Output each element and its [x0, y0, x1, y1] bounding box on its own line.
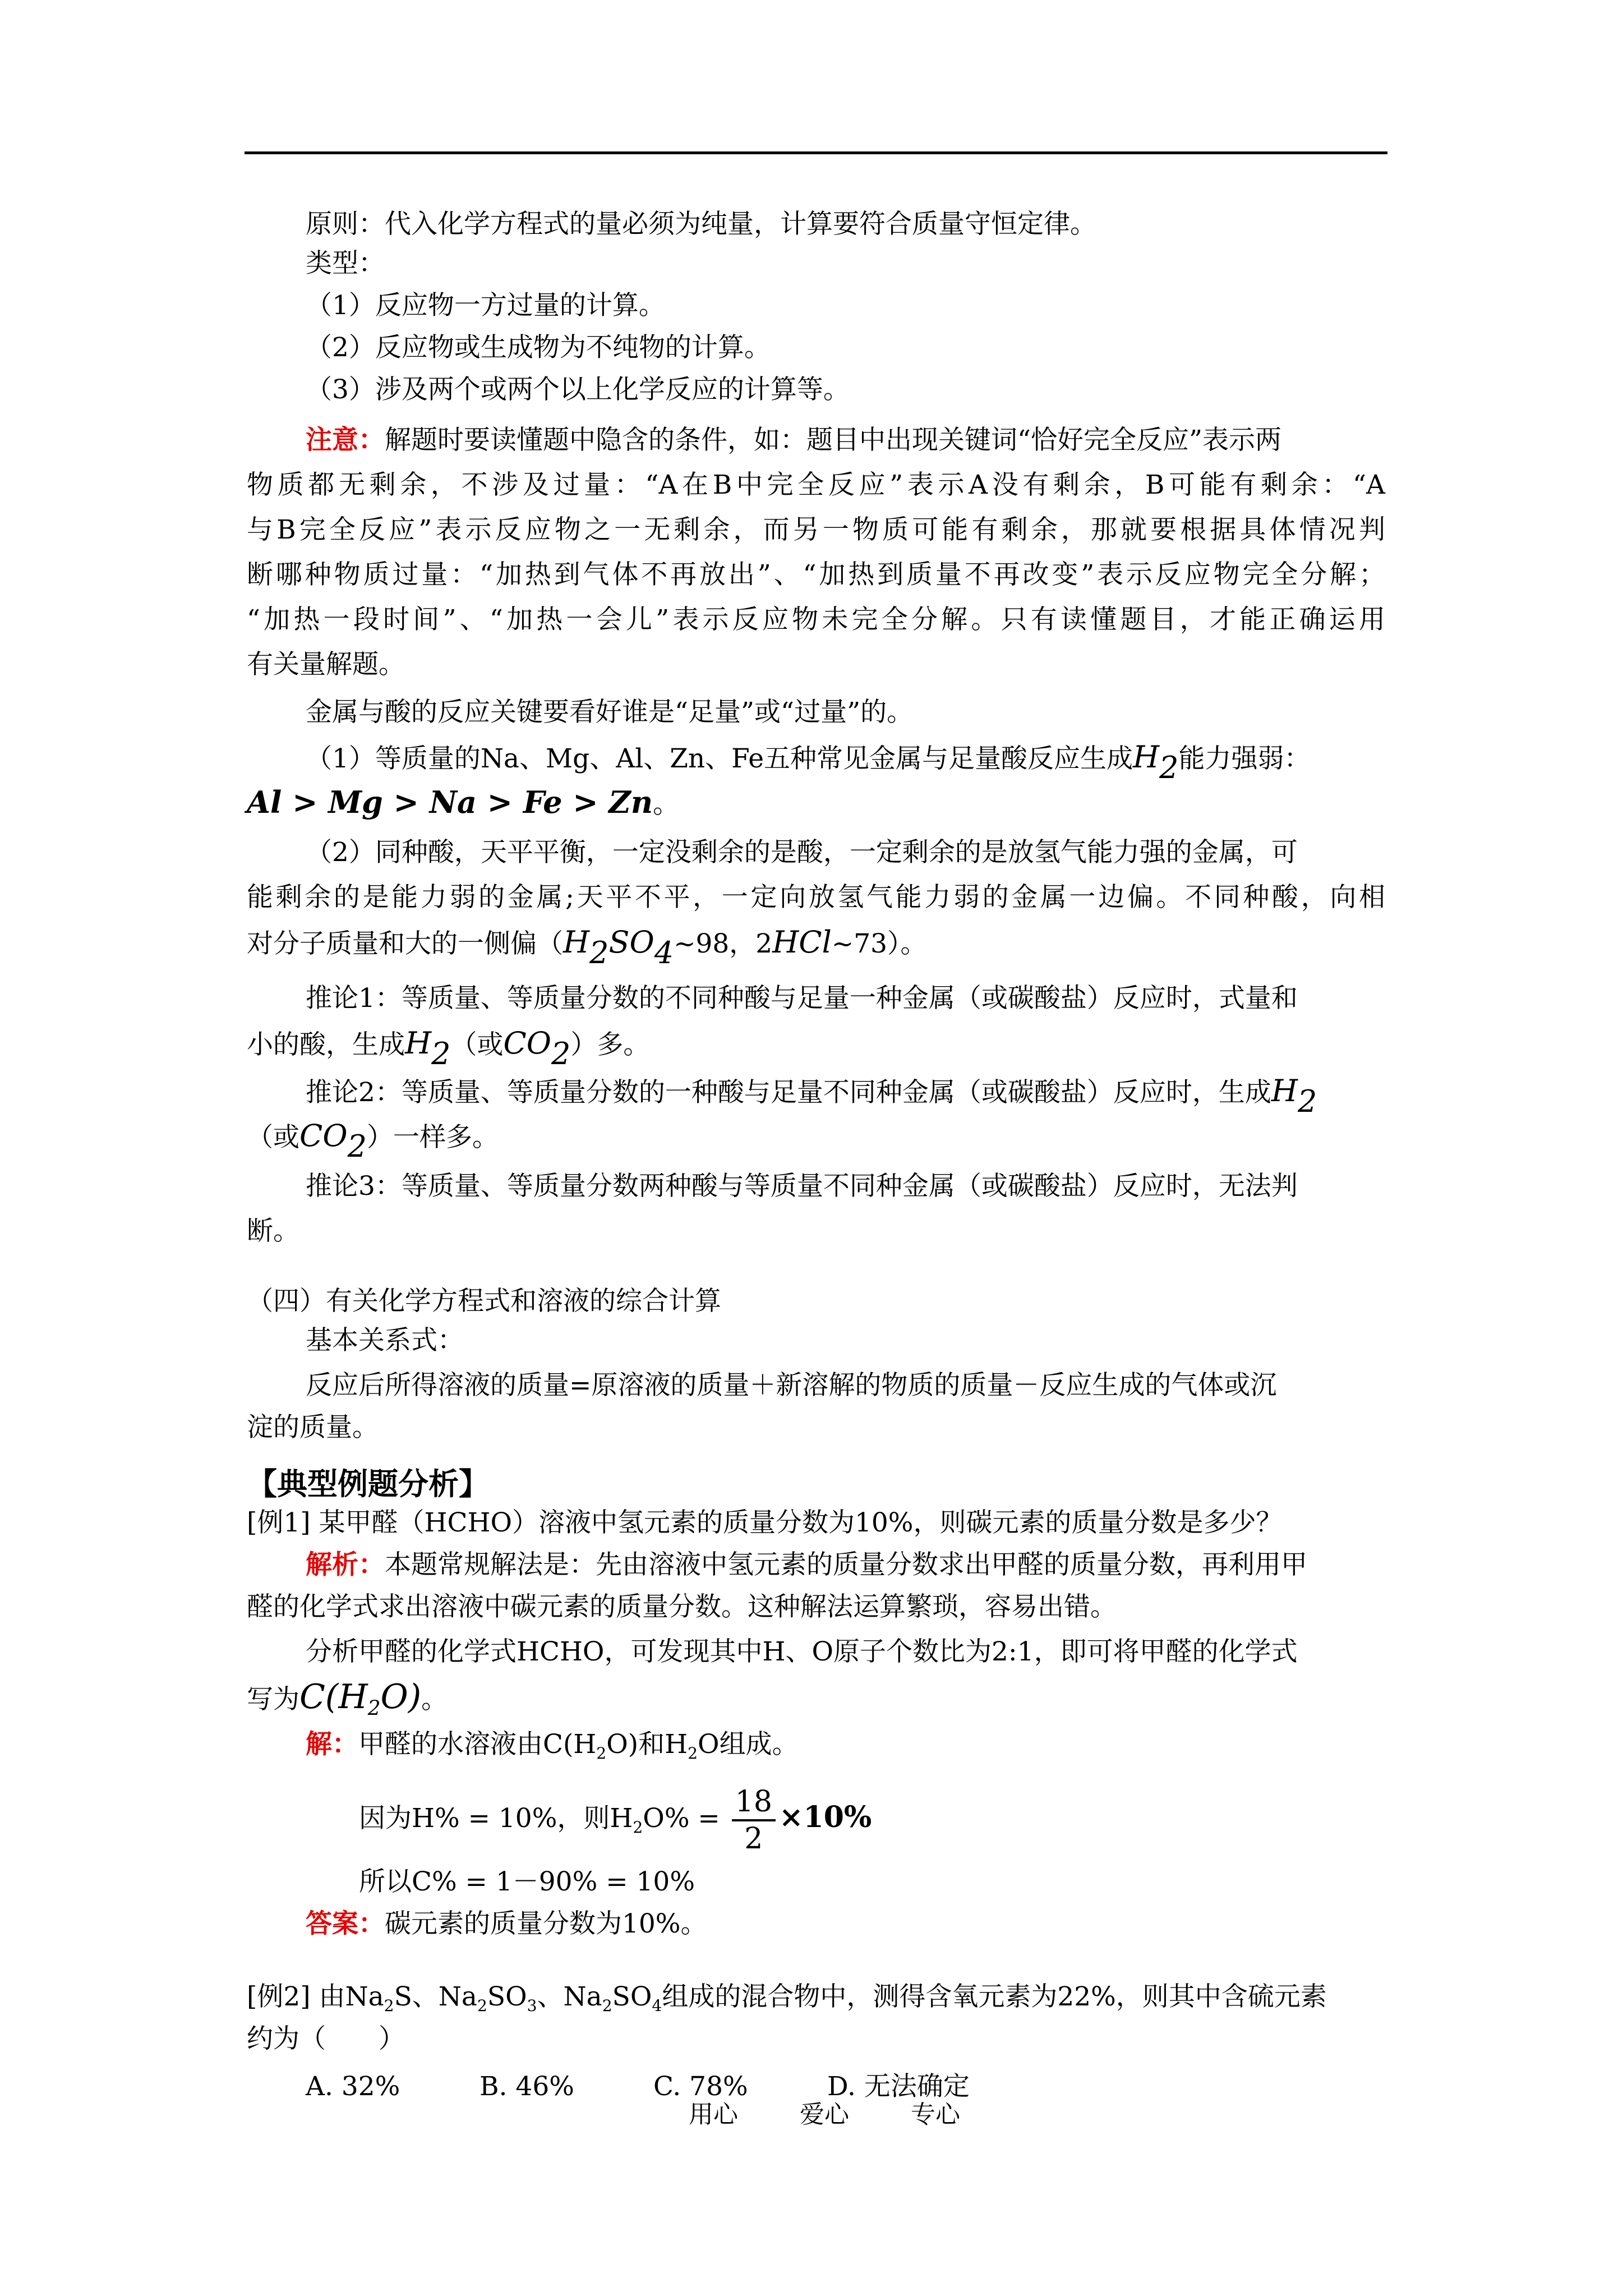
option-c: C. 78% — [653, 2071, 748, 2102]
example-2-question-line-2: 约为（ ） — [247, 2023, 405, 2054]
inference-3-line-2: 断。 — [247, 1216, 299, 1246]
inference-1-line-1: 推论1：等质量、等质量分数的不同种酸与足量一种金属（或碳酸盐）反应时，式量和 — [306, 983, 1298, 1014]
example-1-analysis-line-2: 醛的化学式求出溶液中碳元素的质量分数。这种解法运算繁琐，容易出错。 — [247, 1591, 1117, 1622]
note-line-4: 断哪种物质过量：“加热到气体不再放出”、“加热到质量不再改变”表示反应物完全分解； — [247, 559, 1385, 590]
note-line-2: 物质都无剩余，不涉及过量：“A在B中完全反应”表示A没有剩余，B可能有剩余：“A — [247, 470, 1385, 500]
option-d: D. 无法确定 — [827, 2071, 970, 2102]
metal-order-formula: Al > Mg > Na > Fe > Zn — [247, 784, 653, 820]
page-footer: 用心 爱心 专心 — [689, 2100, 960, 2129]
solution-label: 解： — [306, 1729, 358, 1760]
type-item-1: （1）反应物一方过量的计算。 — [306, 290, 665, 321]
metal-item-1: （1）等质量的Na、Mg、Al、Zn、Fe五种常见金属与足量酸反应生成$H_2$能力强弱： — [306, 739, 1311, 785]
section-heading: 【典型例题分析】 — [247, 1466, 489, 1502]
example-1-analysis-line-3: 分析甲醛的化学式HCHO，可发现其中H、O原子个数比为2:1，即可将甲醛的化学式 — [306, 1636, 1298, 1667]
answer-line: 答案：碳元素的质量分数为10%。 — [306, 1908, 707, 1939]
note-line-5: “加热一段时间”、“加热一会儿”表示反应物未完全分解。只有读懂题目，才能正确运用 — [247, 604, 1385, 635]
example-2-question-line-1: [例2] 由$Na_2S$、$Na_2SO_3$、$Na_2SO_4$组成的混合物中，测得含氧元素为22%，则其中含硫元素 — [247, 1981, 1327, 2015]
principle-line: 原则：代入化学方程式的量必须为纯量，计算要符合质量守恒定律。 — [306, 209, 1096, 240]
analysis-label: 解析： — [306, 1549, 385, 1580]
basic-relation-line-1: 反应后所得溶液的质量=原溶液的质量＋新溶解的物质的质量－反应生成的气体或沉 — [306, 1370, 1277, 1401]
metal-item-2-line-2: 能剩余的是能力弱的金属;天平不平，一定向放氢气能力弱的金属一边偏。不同种酸，向相 — [247, 882, 1385, 913]
note-line-3: 与B完全反应”表示反应物之一无剩余，而另一物质可能有剩余，那就要根据具体情况判 — [247, 514, 1385, 545]
inference-2-line-1: 推论2：等质量、等质量分数的一种酸与足量不同种金属（或碳酸盐）反应时，生成$H_2$ — [306, 1073, 1317, 1119]
inference-3-line-1: 推论3：等质量、等质量分数两种酸与等质量不同种金属（或碳酸盐）反应时，无法判 — [306, 1171, 1298, 1202]
basic-relation-label: 基本关系式： — [306, 1325, 464, 1356]
header-rule — [245, 151, 1387, 154]
section-4-title: （四）有关化学方程式和溶液的综合计算 — [247, 1286, 721, 1317]
type-item-3: （3）涉及两个或两个以上化学反应的计算等。 — [306, 374, 850, 405]
metal-item-2-line-3: 对分子质量和大的一侧偏（$H_2SO_4\sim 98$，2HCl~73）。 — [247, 924, 927, 970]
example-1-question: [例1] 某甲醛（HCHO）溶液中氢元素的质量分数为10%，则碳元素的质量分数是多少？ — [247, 1507, 1283, 1538]
inference-2-line-2: （或$CO_2$）一样多。 — [247, 1118, 499, 1164]
type-item-2: （2）反应物或生成物为不纯物的计算。 — [306, 332, 771, 363]
fraction: $\frac{18}{2}$ — [732, 1784, 776, 1856]
note-line-6: 有关量解题。 — [247, 649, 405, 680]
note-line-1: 注意：解题时要读懂题中隐含的条件，如：题目中出现关键词“恰好完全反应”表示两 — [306, 425, 1282, 455]
option-a: A. 32% — [306, 2071, 400, 2102]
example-1-analysis-line-4: 写为$C(H_2O)$。 — [247, 1677, 448, 1720]
basic-relation-line-2: 淀的质量。 — [247, 1412, 379, 1443]
example-1-analysis-line-1: 解析：本题常规解法是：先由溶液中氢元素的质量分数求出甲醛的质量分数，再利用甲 — [306, 1549, 1307, 1580]
type-label: 类型： — [306, 248, 385, 279]
metal-order: Al > Mg > Na > Fe > Zn。 — [247, 784, 680, 820]
solution-line-2: 因为H% = 10%，则$H_2O\%$ = $\frac{18}{2}$ ×10% — [359, 1785, 872, 1856]
answer-label: 答案： — [306, 1908, 385, 1939]
inference-1-line-2: 小的酸，生成$H_2$（或$CO_2$）多。 — [247, 1025, 650, 1071]
solution-line-1: 解：甲醛的水溶液由$C(H_2O)$和$H_2O$组成。 — [306, 1729, 799, 1763]
option-b: B. 46% — [479, 2071, 574, 2102]
note-label: 注意： — [306, 425, 385, 455]
solution-line-3: 所以C% = 1－90% = 10% — [359, 1866, 695, 1897]
metal-item-2-line-1: （2）同种酸，天平平衡，一定没剩余的是酸，一定剩余的是放氢气能力强的金属，可 — [306, 837, 1298, 868]
metal-acid-line: 金属与酸的反应关键要看好谁是“足量”或“过量”的。 — [306, 697, 914, 728]
